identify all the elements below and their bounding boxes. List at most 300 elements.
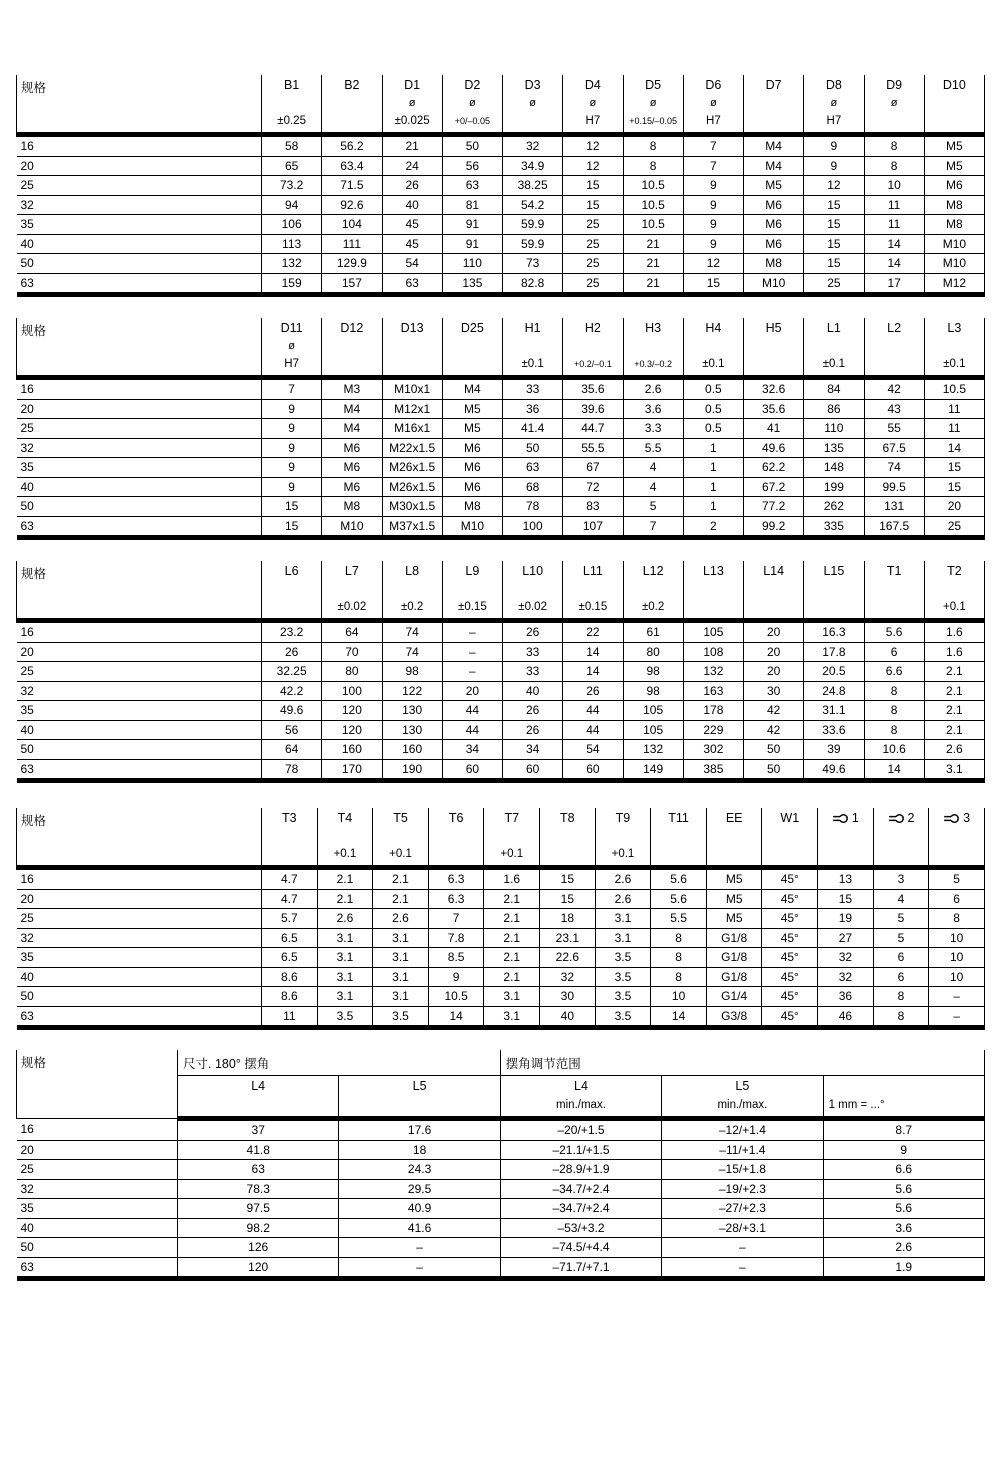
cell: –21.1/+1.5	[500, 1140, 661, 1160]
column-header-H5	[744, 318, 804, 378]
cell: 2.6	[823, 1238, 984, 1258]
column-label: H2	[584, 321, 601, 335]
cell: 3.5	[595, 967, 651, 987]
row-spec: 16	[17, 1119, 178, 1141]
cell: –27/+2.3	[662, 1199, 823, 1219]
cell: 61	[623, 621, 683, 643]
cell: 50	[503, 438, 563, 458]
cell: 27	[818, 928, 874, 948]
cell: 2.1	[924, 701, 984, 721]
cell: 56	[262, 720, 322, 740]
wrench-size-number: 2	[907, 811, 915, 825]
cell: 12	[683, 254, 743, 274]
column-label: L15	[823, 564, 845, 578]
cell: 74	[382, 621, 442, 643]
row-spec: 16	[17, 621, 262, 643]
cell: 92.6	[322, 195, 382, 215]
cell: 59.9	[503, 215, 563, 235]
cell: 104	[322, 215, 382, 235]
cell: 5.6	[651, 868, 707, 890]
row-spec: 50	[17, 987, 262, 1007]
cell: 3.1	[317, 967, 373, 987]
cell: 122	[382, 681, 442, 701]
row-spec: 40	[17, 1218, 178, 1238]
cell: M6	[322, 438, 382, 458]
cell: 37	[178, 1119, 339, 1141]
cell: 33	[503, 642, 563, 662]
cell: 3.1	[317, 987, 373, 1007]
column-subtitle: min./max.	[717, 1099, 768, 1111]
diameter-symbol	[684, 583, 743, 597]
cell: M5	[706, 889, 762, 909]
row-spec: 50	[17, 740, 262, 760]
cell: 97.5	[178, 1199, 339, 1219]
diameter-symbol	[322, 97, 381, 111]
cell: 68	[503, 477, 563, 497]
cell: 10.6	[864, 740, 924, 760]
cell: 3.5	[595, 948, 651, 968]
cell: 10	[651, 987, 707, 1007]
cell: 98	[623, 662, 683, 682]
cell: 55.5	[563, 438, 623, 458]
cell: 44	[563, 720, 623, 740]
cell: 83	[563, 497, 623, 517]
row-spec: 25	[17, 662, 262, 682]
column-tolerance	[443, 358, 502, 372]
cell: 44	[442, 720, 502, 740]
diameter-symbol	[651, 830, 706, 844]
diameter-symbol	[443, 583, 502, 597]
column-header-T6	[428, 808, 484, 868]
header-row	[17, 75, 985, 135]
diameter-symbol: ø	[288, 340, 295, 352]
cell: –	[929, 987, 985, 1007]
cell: 50	[744, 759, 804, 781]
row-spec: 20	[17, 1140, 178, 1160]
spec-column-header	[17, 75, 262, 135]
cell: 24.3	[339, 1160, 500, 1180]
column-header-W1	[762, 808, 818, 868]
cell: 15	[262, 497, 322, 517]
row-spec: 25	[17, 419, 262, 439]
column-header-L14	[744, 561, 804, 621]
cell: M5	[442, 399, 502, 419]
column-header-L6	[262, 561, 322, 621]
cell: –	[662, 1257, 823, 1279]
cell: G3/8	[706, 1006, 762, 1028]
table-row	[17, 928, 985, 948]
cell: 15	[262, 516, 322, 538]
spec-table-b-d	[16, 75, 985, 297]
cell: 25	[563, 254, 623, 274]
cell: 12	[804, 176, 864, 196]
column-label: EE	[725, 811, 743, 825]
row-spec: 63	[17, 516, 262, 538]
cell: 135	[804, 438, 864, 458]
cell: 86	[804, 399, 864, 419]
row-spec: 50	[17, 1238, 178, 1258]
column-header-L12	[623, 561, 683, 621]
cell: 5	[929, 868, 985, 890]
column-tolerance: H7	[585, 115, 601, 127]
column-label: H4	[705, 321, 722, 335]
cell: 159	[262, 273, 322, 295]
table-row	[17, 1179, 985, 1199]
column-tolerance: +0.1	[333, 848, 357, 860]
cell: 229	[683, 720, 743, 740]
cell: 98.2	[178, 1218, 339, 1238]
row-spec: 20	[17, 399, 262, 419]
cell: 2.6	[595, 868, 651, 890]
cell: M10	[924, 254, 984, 274]
column-tolerance	[707, 848, 762, 862]
cell: M5	[924, 135, 984, 157]
diameter-symbol	[262, 97, 321, 111]
cell: 25	[563, 234, 623, 254]
diameter-symbol: ø	[649, 97, 657, 109]
cell: 3.5	[595, 987, 651, 1007]
cell: –	[339, 1257, 500, 1279]
cell: 2.6	[924, 740, 984, 760]
row-spec: 16	[17, 135, 262, 157]
cell: 8	[864, 135, 924, 157]
row-spec: 63	[17, 273, 262, 295]
cell: 8.5	[428, 948, 484, 968]
row-spec: 40	[17, 967, 262, 987]
column-label: H1	[524, 321, 541, 335]
column-label: D12	[340, 321, 364, 335]
column-tolerance: +0.1	[500, 848, 524, 860]
cell: M8	[322, 497, 382, 517]
cell: 4.7	[262, 889, 318, 909]
cell: 49.6	[744, 438, 804, 458]
column-tolerance: ±0.02	[518, 601, 547, 613]
cell: 67.2	[744, 477, 804, 497]
table-row	[17, 215, 985, 235]
column-header-D2	[442, 75, 502, 135]
cell: 20	[744, 621, 804, 643]
header-row	[17, 808, 985, 868]
cell: 12	[563, 135, 623, 157]
cell: 6.3	[428, 889, 484, 909]
cell: 44	[442, 701, 502, 721]
column-tolerance: ±0.25	[277, 115, 306, 127]
group-header-row	[17, 1050, 985, 1076]
cell: 34	[442, 740, 502, 760]
cell: M30x1.5	[382, 497, 442, 517]
cell: M10	[744, 273, 804, 295]
cell: 36	[503, 399, 563, 419]
cell: 34.9	[503, 156, 563, 176]
cell: 78	[262, 759, 322, 781]
column-label: L4	[251, 1079, 266, 1093]
cell: 25	[924, 516, 984, 538]
column-tolerance: H7	[284, 358, 299, 370]
diameter-symbol	[484, 830, 539, 844]
table-row	[17, 477, 985, 497]
column-header-B2	[322, 75, 382, 135]
cell: 3.3	[623, 419, 683, 439]
diameter-symbol	[865, 340, 924, 354]
cell: 42.2	[262, 681, 322, 701]
spec-label: 规格	[21, 567, 47, 581]
column-label: L11	[582, 564, 603, 578]
cell: 55	[864, 419, 924, 439]
column-tolerance: ±0.025	[394, 115, 430, 127]
cell: M5	[442, 419, 502, 439]
cell: M3	[322, 378, 382, 400]
cell: 32.6	[744, 378, 804, 400]
cell: 178	[683, 701, 743, 721]
table-row	[17, 909, 985, 929]
cell: G1/8	[706, 928, 762, 948]
cell: 7	[262, 378, 322, 400]
cell: 45°	[762, 987, 818, 1007]
column-header-D25	[442, 318, 502, 378]
cell: 8.6	[262, 987, 318, 1007]
cell: G1/8	[706, 948, 762, 968]
row-spec: 16	[17, 868, 262, 890]
cell: 6.3	[428, 868, 484, 890]
cell: M8	[924, 215, 984, 235]
cell: 132	[683, 662, 743, 682]
cell: 8	[623, 135, 683, 157]
cell: 58	[262, 135, 322, 157]
cell: 160	[382, 740, 442, 760]
column-label: T4	[337, 811, 353, 825]
cell: 25	[563, 273, 623, 295]
diameter-symbol	[322, 583, 381, 597]
cell: 190	[382, 759, 442, 781]
column-label: D13	[400, 321, 424, 335]
cell: 64	[262, 740, 322, 760]
cell: 1	[683, 458, 743, 478]
cell: 45°	[762, 967, 818, 987]
cell: 78.3	[178, 1179, 339, 1199]
diameter-symbol: ø	[469, 97, 476, 109]
column-tolerance	[804, 601, 863, 615]
cell: 10	[929, 948, 985, 968]
cell: 21	[623, 254, 683, 274]
cell: 21	[382, 135, 442, 157]
spec-column-header	[17, 318, 262, 378]
table-row	[17, 156, 985, 176]
column-tolerance	[744, 115, 803, 129]
spec-column-header	[17, 808, 262, 868]
row-spec: 35	[17, 215, 262, 235]
cell: 9	[683, 215, 743, 235]
cell: 24.8	[804, 681, 864, 701]
cell: 7	[428, 909, 484, 929]
column-header-T5	[373, 808, 429, 868]
cell: M6	[924, 176, 984, 196]
table-row	[17, 868, 985, 890]
cell: 130	[382, 701, 442, 721]
cell: 1.6	[924, 642, 984, 662]
cell: 22.6	[540, 948, 596, 968]
cell: 302	[683, 740, 743, 760]
column-tolerance: +0.15/–0.05	[629, 116, 678, 126]
cell: –28/+3.1	[662, 1218, 823, 1238]
cell: 160	[322, 740, 382, 760]
cell: M6	[442, 477, 502, 497]
diameter-symbol	[322, 340, 381, 354]
cell: 91	[442, 234, 502, 254]
cell: 8	[873, 1006, 929, 1028]
column-header-T3	[262, 808, 318, 868]
cell: 8	[864, 701, 924, 721]
cell: 45°	[762, 868, 818, 890]
cell: M8	[442, 497, 502, 517]
row-spec: 35	[17, 1199, 178, 1219]
column-label: H5	[765, 321, 782, 335]
cell: 30	[540, 987, 596, 1007]
cell: 26	[262, 642, 322, 662]
cell: 42	[744, 720, 804, 740]
cell: 3.1	[373, 948, 429, 968]
diameter-symbol	[925, 97, 984, 111]
column-tolerance	[262, 601, 321, 615]
table-row	[17, 497, 985, 517]
cell: 105	[683, 621, 743, 643]
column-label: D9	[886, 78, 903, 92]
table-row	[17, 458, 985, 478]
diameter-symbol: ø	[529, 97, 536, 109]
column-tolerance: ±0.15	[458, 601, 487, 613]
cell: 64	[322, 621, 382, 643]
cell: 74	[382, 642, 442, 662]
table-row	[17, 135, 985, 157]
cell: 5	[623, 497, 683, 517]
column-label: L10	[522, 564, 544, 578]
column-tolerance: ±0.1	[521, 358, 544, 370]
cell: 99.2	[744, 516, 804, 538]
column-tolerance: +0.2/–0.1	[573, 359, 612, 369]
cell: 14	[428, 1006, 484, 1028]
cell: 31.1	[804, 701, 864, 721]
cell: 39	[804, 740, 864, 760]
cell: 32	[540, 967, 596, 987]
table-row	[17, 967, 985, 987]
column-header-L8	[382, 561, 442, 621]
cell: 14	[563, 642, 623, 662]
cell: 41	[744, 419, 804, 439]
cell: –19/+2.3	[662, 1179, 823, 1199]
cell: 5.5	[651, 909, 707, 929]
table-row	[17, 1218, 985, 1238]
wrench-icon	[832, 813, 849, 824]
diameter-symbol	[596, 830, 651, 844]
cell: 63	[178, 1160, 339, 1180]
cell: 18	[339, 1140, 500, 1160]
cell: –71.7/+7.1	[500, 1257, 661, 1279]
cell: 70	[322, 642, 382, 662]
table-row	[17, 273, 985, 295]
cell: –	[442, 621, 502, 643]
column-label: L14	[763, 564, 785, 578]
spec-table-d-h-l	[16, 318, 985, 540]
group-label: 摆角调节范围	[505, 1057, 581, 1071]
cell: 82.8	[503, 273, 563, 295]
cell: 107	[563, 516, 623, 538]
cell: 49.6	[262, 701, 322, 721]
row-spec: 25	[17, 1160, 178, 1180]
cell: M8	[924, 195, 984, 215]
cell: M37x1.5	[382, 516, 442, 538]
cell: 132	[262, 254, 322, 274]
cell: 4	[623, 477, 683, 497]
cell: 45°	[762, 948, 818, 968]
diameter-symbol	[925, 583, 984, 597]
cell: 63	[442, 176, 502, 196]
column-label: T6	[448, 811, 464, 825]
cell: 1.6	[484, 868, 540, 890]
cell: 77.2	[744, 497, 804, 517]
cell: 0.5	[683, 419, 743, 439]
cell: 3.1	[373, 967, 429, 987]
spec-table-t-ee-wrench	[16, 808, 985, 1030]
cell: 21	[623, 234, 683, 254]
table-row	[17, 438, 985, 458]
cell: 26	[503, 720, 563, 740]
column-tolerance: ±0.1	[943, 358, 966, 370]
cell: 29.5	[339, 1179, 500, 1199]
cell: 45°	[762, 889, 818, 909]
table-row	[17, 701, 985, 721]
cell: 2.6	[373, 909, 429, 929]
column-tolerance	[383, 358, 442, 372]
cell: 385	[683, 759, 743, 781]
column-tolerance: ±0.2	[641, 601, 665, 613]
cell: 17.6	[339, 1119, 500, 1141]
column-label: L7	[344, 564, 359, 578]
cell: 22	[563, 621, 623, 643]
cell: M5	[706, 868, 762, 890]
row-spec: 63	[17, 1006, 262, 1028]
table-row	[17, 254, 985, 274]
diameter-symbol	[503, 340, 562, 354]
cell: 8	[864, 720, 924, 740]
column-tolerance	[322, 358, 381, 372]
cell: 6	[873, 948, 929, 968]
cell: 60	[442, 759, 502, 781]
table-row	[17, 1257, 985, 1279]
cell: 54.2	[503, 195, 563, 215]
column-header-D10	[924, 75, 984, 135]
table-row	[17, 1238, 985, 1258]
cell: 2.1	[317, 868, 373, 890]
column-tolerance	[429, 848, 484, 862]
wrench-size-number: 1	[851, 811, 859, 825]
cell: 45°	[762, 909, 818, 929]
diameter-symbol: ø	[589, 97, 597, 109]
cell: M26x1.5	[382, 477, 442, 497]
diameter-symbol: ø	[408, 97, 416, 109]
cell: –	[442, 662, 502, 682]
cell: 26	[503, 621, 563, 643]
column-label: D3	[524, 78, 541, 92]
row-spec: 32	[17, 195, 262, 215]
diameter-symbol	[804, 340, 863, 354]
column-subtitle	[178, 1099, 338, 1113]
cell: 32	[818, 948, 874, 968]
column-tolerance: ±0.1	[822, 358, 846, 370]
column-header-D5	[623, 75, 683, 135]
column-label: D25	[460, 321, 484, 335]
cell: 6	[864, 642, 924, 662]
column-tolerance	[865, 601, 924, 615]
cell: 42	[864, 378, 924, 400]
